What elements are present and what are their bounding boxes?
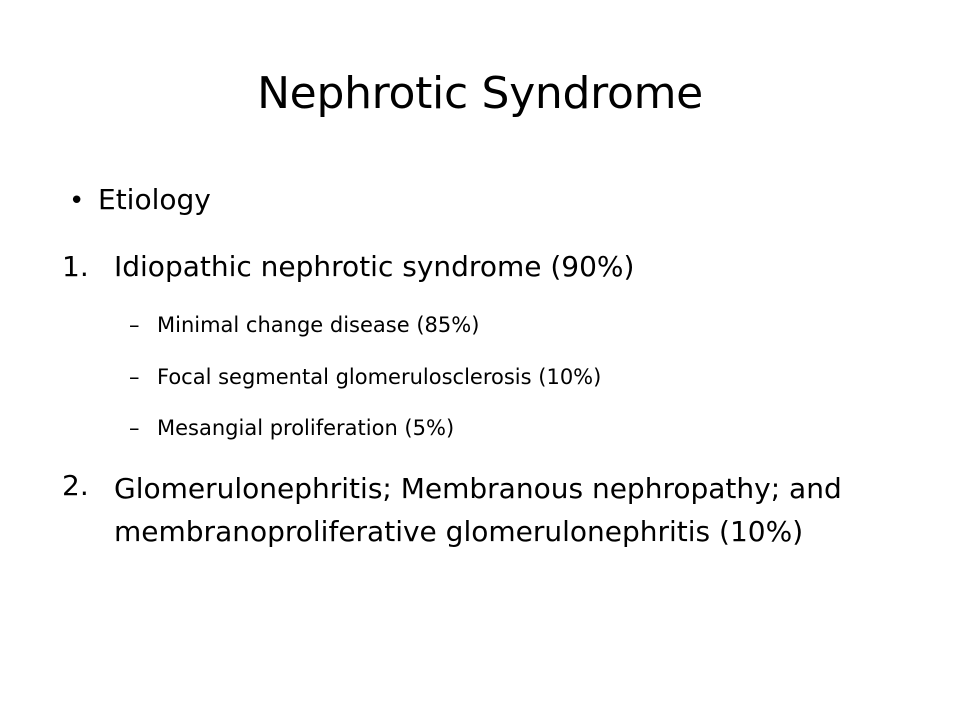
item-1-number: 1. <box>62 250 89 283</box>
subitem-fsgs: Focal segmental glomerulosclerosis (10%) <box>157 365 602 389</box>
dash-icon: – <box>129 313 140 337</box>
subitem-minimal-change: Minimal change disease (85%) <box>157 313 480 337</box>
item-2-number: 2. <box>62 469 89 502</box>
subitem-mesangial: Mesangial proliferation (5%) <box>157 416 455 440</box>
slide-title: Nephrotic Syndrome <box>257 68 703 119</box>
dash-icon: – <box>129 365 140 389</box>
bullet-etiology: Etiology <box>98 183 211 216</box>
bullet-marker-icon: • <box>69 186 85 216</box>
item-2-text: Glomerulonephritis; Membranous nephropathy; and membranoproliferative glomerulonephritis (10%) <box>114 472 842 548</box>
dash-icon: – <box>129 416 140 440</box>
item-1-text: Idiopathic nephrotic syndrome (90%) <box>114 250 635 283</box>
